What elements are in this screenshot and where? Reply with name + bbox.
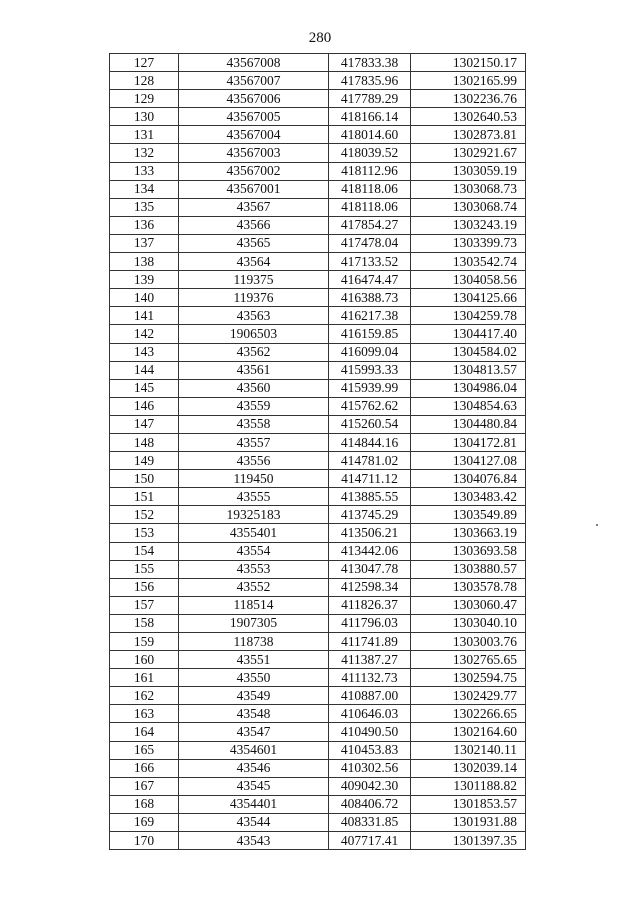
y-coordinate-cell: 1304127.08 — [411, 452, 526, 470]
point-id-cell: 43563 — [179, 307, 329, 325]
table-row — [110, 126, 526, 144]
point-number-cell: 156 — [110, 578, 179, 596]
x-coordinate-cell: 407717.41 — [329, 832, 411, 850]
point-id-cell: 43559 — [179, 397, 329, 415]
point-number-cell: 153 — [110, 524, 179, 542]
point-number-cell: 140 — [110, 289, 179, 307]
x-coordinate-cell: 413745.29 — [329, 506, 411, 524]
point-id-cell: 43566 — [179, 216, 329, 234]
y-coordinate-cell: 1303068.74 — [411, 198, 526, 216]
table-row — [110, 488, 526, 506]
x-coordinate-cell: 418039.52 — [329, 144, 411, 162]
y-coordinate-cell: 1302594.75 — [411, 669, 526, 687]
x-coordinate-cell: 411796.03 — [329, 614, 411, 632]
x-coordinate-cell: 415260.54 — [329, 415, 411, 433]
x-coordinate-cell: 410453.83 — [329, 741, 411, 759]
point-number-cell: 152 — [110, 506, 179, 524]
x-coordinate-cell: 417833.38 — [329, 54, 411, 72]
point-id-cell: 43549 — [179, 687, 329, 705]
y-coordinate-cell: 1302640.53 — [411, 108, 526, 126]
y-coordinate-cell: 1304584.02 — [411, 343, 526, 361]
point-number-cell: 147 — [110, 415, 179, 433]
point-id-cell: 43564 — [179, 253, 329, 271]
table-row — [110, 723, 526, 741]
table-row — [110, 578, 526, 596]
point-number-cell: 127 — [110, 54, 179, 72]
y-coordinate-cell: 1301853.57 — [411, 795, 526, 813]
page-number: 280 — [308, 30, 332, 46]
point-number-cell: 157 — [110, 596, 179, 614]
point-id-cell: 43556 — [179, 452, 329, 470]
point-number-cell: 145 — [110, 379, 179, 397]
point-id-cell: 43555 — [179, 488, 329, 506]
point-number-cell: 165 — [110, 741, 179, 759]
point-id-cell: 43543 — [179, 832, 329, 850]
point-number-cell: 139 — [110, 271, 179, 289]
table-row — [110, 198, 526, 216]
point-number-cell: 129 — [110, 90, 179, 108]
y-coordinate-cell: 1302429.77 — [411, 687, 526, 705]
point-id-cell: 43565 — [179, 234, 329, 252]
point-number-cell: 144 — [110, 361, 179, 379]
table-row — [110, 144, 526, 162]
x-coordinate-cell: 417478.04 — [329, 234, 411, 252]
point-number-cell: 131 — [110, 126, 179, 144]
y-coordinate-cell: 1303399.73 — [411, 234, 526, 252]
x-coordinate-cell: 410490.50 — [329, 723, 411, 741]
x-coordinate-cell: 412598.34 — [329, 578, 411, 596]
y-coordinate-cell: 1304480.84 — [411, 415, 526, 433]
x-coordinate-cell: 410646.03 — [329, 705, 411, 723]
table-row — [110, 741, 526, 759]
point-id-cell: 43550 — [179, 669, 329, 687]
table-row — [110, 180, 526, 198]
point-number-cell: 150 — [110, 470, 179, 488]
point-id-cell: 43548 — [179, 705, 329, 723]
point-number-cell: 149 — [110, 452, 179, 470]
x-coordinate-cell: 413506.21 — [329, 524, 411, 542]
table-row — [110, 524, 526, 542]
point-number-cell: 134 — [110, 180, 179, 198]
point-id-cell: 43567005 — [179, 108, 329, 126]
y-coordinate-cell: 1303578.78 — [411, 578, 526, 596]
x-coordinate-cell: 410302.56 — [329, 759, 411, 777]
x-coordinate-cell: 418118.06 — [329, 198, 411, 216]
x-coordinate-cell: 413885.55 — [329, 488, 411, 506]
y-coordinate-cell: 1304417.40 — [411, 325, 526, 343]
point-number-cell: 164 — [110, 723, 179, 741]
table-row — [110, 560, 526, 578]
y-coordinate-cell: 1302164.60 — [411, 723, 526, 741]
y-coordinate-cell: 1303068.73 — [411, 180, 526, 198]
point-id-cell: 119376 — [179, 289, 329, 307]
x-coordinate-cell: 418166.14 — [329, 108, 411, 126]
x-coordinate-cell: 410887.00 — [329, 687, 411, 705]
point-id-cell: 43567001 — [179, 180, 329, 198]
y-coordinate-cell: 1302140.11 — [411, 741, 526, 759]
y-coordinate-cell: 1303880.57 — [411, 560, 526, 578]
y-coordinate-cell: 1302873.81 — [411, 126, 526, 144]
point-number-cell: 163 — [110, 705, 179, 723]
y-coordinate-cell: 1302236.76 — [411, 90, 526, 108]
x-coordinate-cell: 417835.96 — [329, 72, 411, 90]
point-number-cell: 141 — [110, 307, 179, 325]
table-row — [110, 795, 526, 813]
point-number-cell: 162 — [110, 687, 179, 705]
table-row — [110, 705, 526, 723]
point-id-cell: 43562 — [179, 343, 329, 361]
point-number-cell: 137 — [110, 234, 179, 252]
x-coordinate-cell: 416099.04 — [329, 343, 411, 361]
y-coordinate-cell: 1303663.19 — [411, 524, 526, 542]
x-coordinate-cell: 411741.89 — [329, 633, 411, 651]
point-id-cell: 118514 — [179, 596, 329, 614]
point-number-cell: 168 — [110, 795, 179, 813]
x-coordinate-cell: 413442.06 — [329, 542, 411, 560]
table-row — [110, 216, 526, 234]
table-row — [110, 542, 526, 560]
table-row — [110, 289, 526, 307]
table-row — [110, 234, 526, 252]
x-coordinate-cell: 408331.85 — [329, 813, 411, 831]
point-number-cell: 166 — [110, 759, 179, 777]
coordinate-table — [109, 53, 526, 850]
point-number-cell: 136 — [110, 216, 179, 234]
point-id-cell: 4354601 — [179, 741, 329, 759]
x-coordinate-cell: 415993.33 — [329, 361, 411, 379]
table-row — [110, 54, 526, 72]
point-number-cell: 160 — [110, 651, 179, 669]
point-id-cell: 43553 — [179, 560, 329, 578]
point-number-cell: 158 — [110, 614, 179, 632]
table-row — [110, 452, 526, 470]
point-id-cell: 43567006 — [179, 90, 329, 108]
point-number-cell: 155 — [110, 560, 179, 578]
point-number-cell: 130 — [110, 108, 179, 126]
point-number-cell: 154 — [110, 542, 179, 560]
x-coordinate-cell: 411387.27 — [329, 651, 411, 669]
x-coordinate-cell: 416474.47 — [329, 271, 411, 289]
x-coordinate-cell: 417789.29 — [329, 90, 411, 108]
x-coordinate-cell: 414844.16 — [329, 433, 411, 451]
y-coordinate-cell: 1304172.81 — [411, 433, 526, 451]
x-coordinate-cell: 416159.85 — [329, 325, 411, 343]
table-row — [110, 433, 526, 451]
table-row — [110, 759, 526, 777]
table-row — [110, 832, 526, 850]
y-coordinate-cell: 1303542.74 — [411, 253, 526, 271]
stray-dot-mark — [596, 524, 598, 526]
table-row — [110, 343, 526, 361]
table-row — [110, 415, 526, 433]
point-number-cell: 133 — [110, 162, 179, 180]
point-number-cell: 161 — [110, 669, 179, 687]
point-number-cell: 169 — [110, 813, 179, 831]
y-coordinate-cell: 1302921.67 — [411, 144, 526, 162]
point-id-cell: 43560 — [179, 379, 329, 397]
table-row — [110, 633, 526, 651]
point-number-cell: 132 — [110, 144, 179, 162]
point-id-cell: 43567 — [179, 198, 329, 216]
table-row — [110, 108, 526, 126]
point-id-cell: 1907305 — [179, 614, 329, 632]
y-coordinate-cell: 1302765.65 — [411, 651, 526, 669]
y-coordinate-cell: 1302039.14 — [411, 759, 526, 777]
point-id-cell: 118738 — [179, 633, 329, 651]
x-coordinate-cell: 411826.37 — [329, 596, 411, 614]
point-id-cell: 43567004 — [179, 126, 329, 144]
y-coordinate-cell: 1304058.56 — [411, 271, 526, 289]
y-coordinate-cell: 1303483.42 — [411, 488, 526, 506]
x-coordinate-cell: 411132.73 — [329, 669, 411, 687]
x-coordinate-cell: 415762.62 — [329, 397, 411, 415]
point-id-cell: 43551 — [179, 651, 329, 669]
x-coordinate-cell: 416217.38 — [329, 307, 411, 325]
point-id-cell: 4355401 — [179, 524, 329, 542]
y-coordinate-cell: 1304076.84 — [411, 470, 526, 488]
point-number-cell: 138 — [110, 253, 179, 271]
table-row — [110, 687, 526, 705]
point-number-cell: 170 — [110, 832, 179, 850]
point-id-cell: 43544 — [179, 813, 329, 831]
point-id-cell: 43552 — [179, 578, 329, 596]
table-row — [110, 72, 526, 90]
point-id-cell: 4354401 — [179, 795, 329, 813]
point-id-cell: 119375 — [179, 271, 329, 289]
table-row — [110, 271, 526, 289]
y-coordinate-cell: 1303549.89 — [411, 506, 526, 524]
y-coordinate-cell: 1303040.10 — [411, 614, 526, 632]
table-row — [110, 614, 526, 632]
table-row — [110, 651, 526, 669]
point-id-cell: 43545 — [179, 777, 329, 795]
point-id-cell: 43567002 — [179, 162, 329, 180]
table-body — [110, 54, 526, 850]
point-id-cell: 43546 — [179, 759, 329, 777]
x-coordinate-cell: 417854.27 — [329, 216, 411, 234]
y-coordinate-cell: 1304259.78 — [411, 307, 526, 325]
table-row — [110, 379, 526, 397]
y-coordinate-cell: 1303060.47 — [411, 596, 526, 614]
point-number-cell: 151 — [110, 488, 179, 506]
y-coordinate-cell: 1303243.19 — [411, 216, 526, 234]
point-id-cell: 43557 — [179, 433, 329, 451]
table-row — [110, 325, 526, 343]
y-coordinate-cell: 1304813.57 — [411, 361, 526, 379]
x-coordinate-cell: 409042.30 — [329, 777, 411, 795]
point-id-cell: 43567008 — [179, 54, 329, 72]
table-row — [110, 90, 526, 108]
point-number-cell: 143 — [110, 343, 179, 361]
x-coordinate-cell: 418014.60 — [329, 126, 411, 144]
y-coordinate-cell: 1304125.66 — [411, 289, 526, 307]
table-row — [110, 397, 526, 415]
y-coordinate-cell: 1301188.82 — [411, 777, 526, 795]
table-row — [110, 162, 526, 180]
point-id-cell: 43547 — [179, 723, 329, 741]
point-number-cell: 159 — [110, 633, 179, 651]
point-number-cell: 135 — [110, 198, 179, 216]
x-coordinate-cell: 417133.52 — [329, 253, 411, 271]
point-number-cell: 167 — [110, 777, 179, 795]
y-coordinate-cell: 1301931.88 — [411, 813, 526, 831]
point-id-cell: 43567003 — [179, 144, 329, 162]
y-coordinate-cell: 1303059.19 — [411, 162, 526, 180]
x-coordinate-cell: 413047.78 — [329, 560, 411, 578]
point-number-cell: 142 — [110, 325, 179, 343]
point-id-cell: 19325183 — [179, 506, 329, 524]
point-id-cell: 43561 — [179, 361, 329, 379]
point-id-cell: 43554 — [179, 542, 329, 560]
x-coordinate-cell: 416388.73 — [329, 289, 411, 307]
point-id-cell: 1906503 — [179, 325, 329, 343]
y-coordinate-cell: 1304986.04 — [411, 379, 526, 397]
x-coordinate-cell: 414711.12 — [329, 470, 411, 488]
table-row — [110, 596, 526, 614]
table-row — [110, 361, 526, 379]
x-coordinate-cell: 414781.02 — [329, 452, 411, 470]
point-id-cell: 43558 — [179, 415, 329, 433]
point-id-cell: 119450 — [179, 470, 329, 488]
y-coordinate-cell: 1304854.63 — [411, 397, 526, 415]
y-coordinate-cell: 1303003.76 — [411, 633, 526, 651]
y-coordinate-cell: 1302266.65 — [411, 705, 526, 723]
x-coordinate-cell: 418112.96 — [329, 162, 411, 180]
point-number-cell: 146 — [110, 397, 179, 415]
x-coordinate-cell: 415939.99 — [329, 379, 411, 397]
y-coordinate-cell: 1302150.17 — [411, 54, 526, 72]
table-row — [110, 307, 526, 325]
x-coordinate-cell: 408406.72 — [329, 795, 411, 813]
y-coordinate-cell: 1303693.58 — [411, 542, 526, 560]
table-row — [110, 777, 526, 795]
table-row — [110, 669, 526, 687]
point-number-cell: 128 — [110, 72, 179, 90]
table-row — [110, 470, 526, 488]
point-number-cell: 148 — [110, 433, 179, 451]
table-row — [110, 813, 526, 831]
table-row — [110, 253, 526, 271]
y-coordinate-cell: 1302165.99 — [411, 72, 526, 90]
table-row — [110, 506, 526, 524]
y-coordinate-cell: 1301397.35 — [411, 832, 526, 850]
point-id-cell: 43567007 — [179, 72, 329, 90]
x-coordinate-cell: 418118.06 — [329, 180, 411, 198]
